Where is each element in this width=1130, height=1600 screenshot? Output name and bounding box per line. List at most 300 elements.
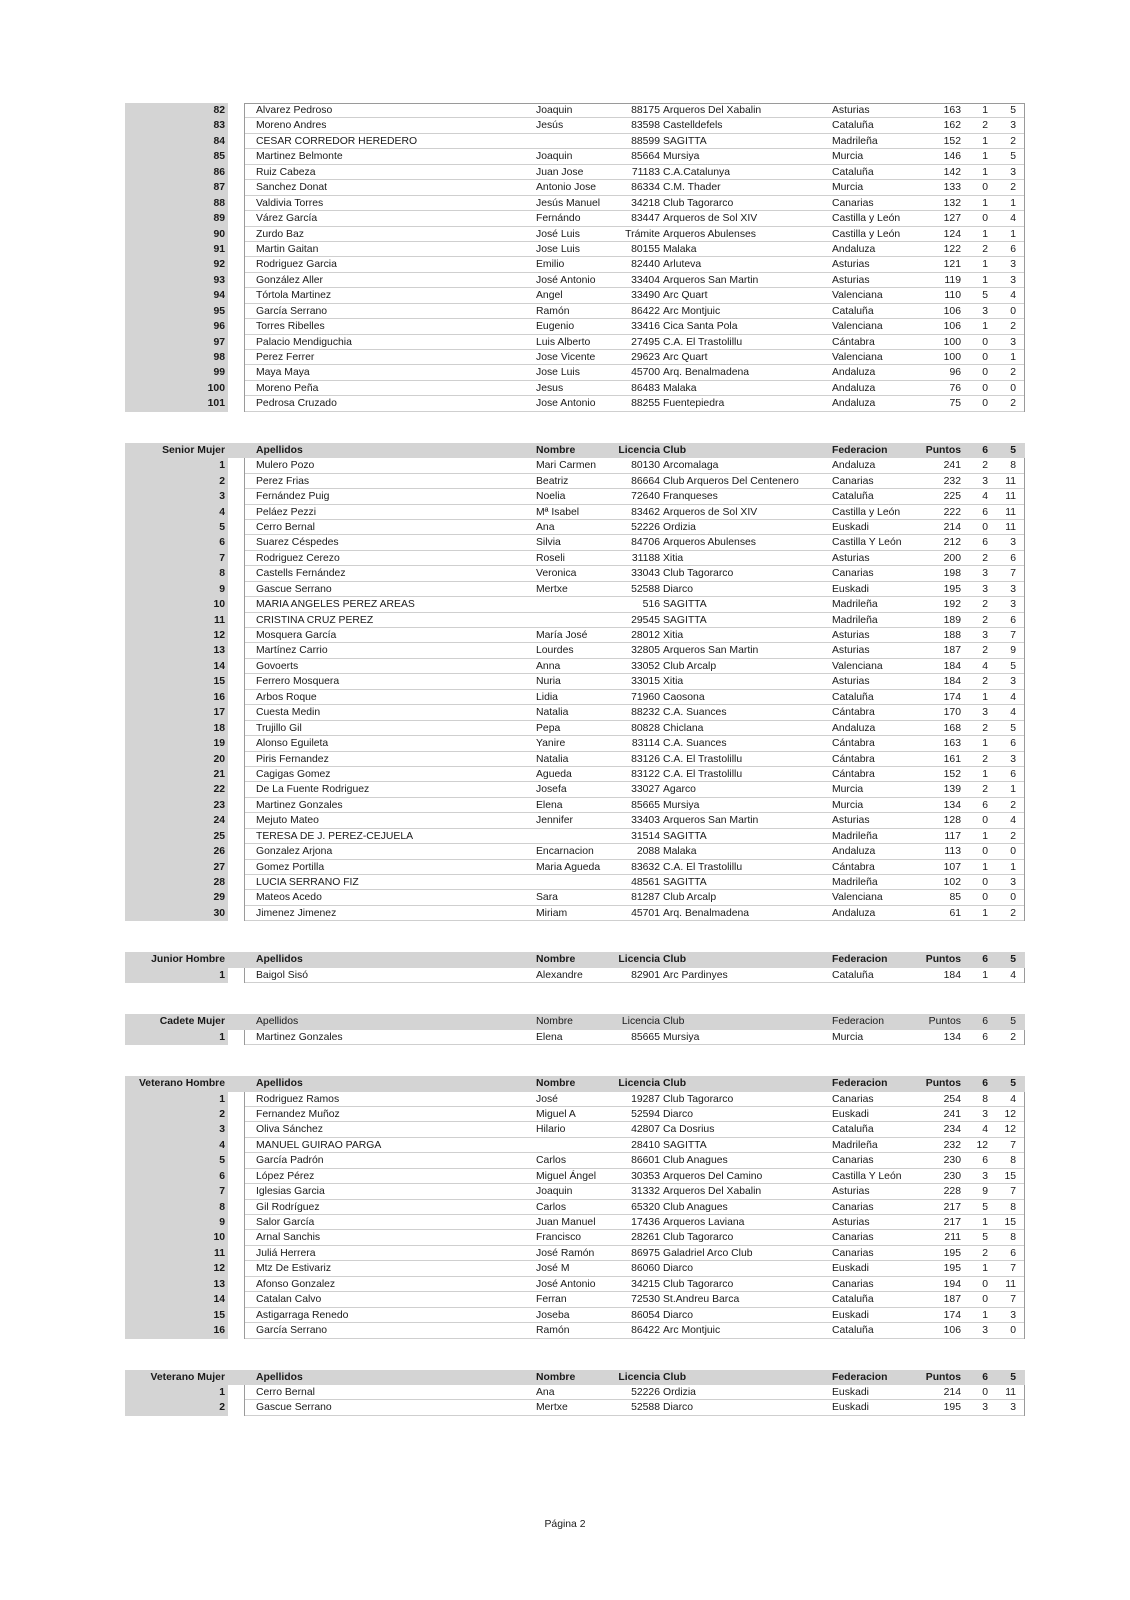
surname-cell: Rodriguez Ramos bbox=[256, 1093, 340, 1105]
surname-header: Apellidos bbox=[256, 1078, 303, 1090]
federation-cell: Euskadi bbox=[832, 1263, 869, 1275]
name-cell: Jose Luis bbox=[536, 243, 580, 255]
section-header-row bbox=[125, 952, 1025, 967]
points-cell: 232 bbox=[943, 1139, 961, 1151]
rank-cell: 3 bbox=[125, 1122, 228, 1137]
surname-cell: Iglesias Garcia bbox=[256, 1186, 325, 1198]
rank-cell: 84 bbox=[125, 134, 228, 149]
rank-cell: 30 bbox=[125, 906, 228, 921]
rank-cell: 3 bbox=[125, 489, 228, 504]
points-cell: 170 bbox=[943, 707, 961, 719]
rank-cell: 2 bbox=[125, 1400, 228, 1415]
points-cell: 106 bbox=[943, 305, 961, 317]
surname-cell: Cerro Bernal bbox=[256, 1386, 315, 1398]
name-cell: Jose Antonio bbox=[536, 398, 596, 410]
federation-cell: Asturias bbox=[832, 815, 870, 827]
sixes-cell: 2 bbox=[982, 676, 988, 688]
fives-cell: 3 bbox=[1010, 259, 1016, 271]
license-cell: 80130 bbox=[631, 460, 660, 472]
sixes-cell: 12 bbox=[976, 1139, 988, 1151]
club-cell: SAGITTA bbox=[663, 135, 707, 147]
points-cell: 184 bbox=[943, 969, 961, 981]
surname-cell: Zurdo Baz bbox=[256, 228, 304, 240]
fives-cell: 0 bbox=[1010, 1325, 1016, 1337]
club-cell: C.A.Catalunya bbox=[663, 166, 730, 178]
table-row bbox=[125, 1261, 1025, 1276]
license-header: Licencia bbox=[618, 954, 660, 966]
points-cell: 163 bbox=[943, 105, 961, 116]
club-cell: Arluteva bbox=[663, 259, 702, 271]
points-cell: 189 bbox=[943, 614, 961, 626]
sixes-cell: 3 bbox=[982, 1402, 988, 1414]
surname-cell: Cuesta Medin bbox=[256, 707, 321, 719]
table-row bbox=[125, 242, 1025, 257]
name-cell: Elena bbox=[536, 799, 563, 811]
points-cell: 122 bbox=[943, 243, 961, 255]
name-header: Nombre bbox=[536, 1016, 573, 1028]
sixes-cell: 3 bbox=[982, 1325, 988, 1337]
table-row bbox=[125, 721, 1025, 736]
rank-cell: 1 bbox=[125, 458, 228, 473]
fives-header: 5 bbox=[1010, 954, 1016, 966]
rank-cell: 85 bbox=[125, 149, 228, 164]
sixes-cell: 5 bbox=[982, 1232, 988, 1244]
name-cell: Fernándo bbox=[536, 213, 581, 225]
club-header: Club bbox=[663, 1078, 687, 1090]
rank-cell: 8 bbox=[125, 1200, 228, 1215]
table-row bbox=[125, 288, 1025, 303]
surname-cell: De La Fuente Rodriguez bbox=[256, 784, 370, 796]
points-cell: 241 bbox=[943, 460, 961, 472]
rank-cell: 5 bbox=[125, 1153, 228, 1168]
sixes-cell: 2 bbox=[982, 120, 988, 132]
points-cell: 163 bbox=[943, 738, 961, 750]
rank-cell: 23 bbox=[125, 798, 228, 813]
rank-cell: 5 bbox=[125, 520, 228, 535]
points-cell: 230 bbox=[943, 1155, 961, 1167]
club-cell: C.A. El Trastolillu bbox=[663, 753, 743, 765]
name-cell: Maria Agueda bbox=[536, 861, 601, 873]
federation-cell: Cataluña bbox=[832, 691, 874, 703]
sixes-cell: 3 bbox=[982, 305, 988, 317]
points-cell: 124 bbox=[943, 228, 961, 240]
name-cell: Jesús Manuel bbox=[536, 197, 601, 209]
ranking-section bbox=[125, 1076, 1025, 1338]
federation-cell: Asturias bbox=[832, 1217, 870, 1228]
license-cell: 48561 bbox=[631, 877, 660, 888]
points-cell: 222 bbox=[943, 506, 961, 518]
surname-cell: CESAR CORREDOR HEREDERO bbox=[256, 135, 418, 147]
rank-cell: 16 bbox=[125, 1323, 228, 1338]
surname-cell: Martinez Gonzales bbox=[256, 1031, 343, 1043]
points-cell: 152 bbox=[943, 768, 961, 780]
points-cell: 128 bbox=[943, 815, 961, 827]
points-cell: 217 bbox=[943, 1201, 961, 1213]
license-cell: 52226 bbox=[631, 1386, 660, 1398]
sixes-cell: 3 bbox=[982, 475, 988, 487]
surname-cell: Jimenez Jimenez bbox=[256, 907, 337, 919]
fives-cell: 8 bbox=[1010, 1201, 1016, 1213]
surname-header: Apellidos bbox=[256, 954, 303, 966]
table-row bbox=[125, 1092, 1025, 1107]
sixes-cell: 4 bbox=[982, 660, 988, 672]
surname-cell: Moreno Andres bbox=[256, 120, 327, 132]
fives-cell: 6 bbox=[1010, 614, 1016, 626]
fives-cell: 3 bbox=[1010, 1402, 1016, 1414]
surname-cell: García Serrano bbox=[256, 1325, 328, 1337]
federation-cell: Cataluña bbox=[832, 1124, 874, 1136]
surname-cell: Torres Ribelles bbox=[256, 321, 325, 333]
club-cell: Club Tagorarco bbox=[663, 197, 734, 209]
sixes-cell: 0 bbox=[982, 1278, 988, 1290]
name-cell: Natalia bbox=[536, 707, 569, 719]
club-cell: Arqueros Laviana bbox=[663, 1217, 745, 1228]
rank-cell: 15 bbox=[125, 1308, 228, 1323]
rank-cell: 99 bbox=[125, 365, 228, 380]
points-cell: 107 bbox=[943, 861, 961, 873]
federation-cell: Castilla y León bbox=[832, 213, 901, 225]
table-row bbox=[125, 844, 1025, 859]
license-cell: 83126 bbox=[631, 753, 660, 765]
name-header: Nombre bbox=[536, 1371, 576, 1383]
sixes-cell: 2 bbox=[982, 552, 988, 564]
points-cell: 85 bbox=[949, 892, 961, 904]
table-row bbox=[125, 505, 1025, 520]
points-cell: 174 bbox=[943, 691, 961, 703]
points-cell: 142 bbox=[943, 166, 961, 178]
club-cell: Arqueros San Martin bbox=[663, 645, 759, 657]
license-cell: 86975 bbox=[631, 1247, 660, 1259]
points-cell: 254 bbox=[943, 1093, 961, 1105]
rank-cell: 1 bbox=[125, 968, 228, 983]
club-cell: Ordizia bbox=[663, 1386, 696, 1398]
fives-cell: 9 bbox=[1010, 645, 1016, 657]
rank-cell: 10 bbox=[125, 597, 228, 612]
points-cell: 192 bbox=[943, 599, 961, 611]
section-header-row bbox=[125, 1370, 1025, 1385]
table-row bbox=[125, 566, 1025, 581]
club-cell: C.A. Suances bbox=[663, 738, 727, 750]
club-cell: Club Tagorarco bbox=[663, 568, 734, 580]
federation-cell: Euskadi bbox=[832, 1402, 869, 1414]
sixes-cell: 5 bbox=[982, 290, 988, 302]
table-row bbox=[125, 273, 1025, 288]
federation-cell: Cántabra bbox=[832, 768, 875, 780]
surname-cell: Cerro Bernal bbox=[256, 521, 315, 533]
fives-cell: 3 bbox=[1010, 583, 1016, 595]
points-cell: 110 bbox=[944, 290, 961, 302]
sixes-cell: 3 bbox=[982, 707, 988, 719]
club-cell: Club Anagues bbox=[663, 1201, 728, 1213]
license-cell: 86422 bbox=[631, 305, 660, 317]
fives-cell: 0 bbox=[1010, 846, 1016, 858]
federation-cell: Canarias bbox=[832, 1232, 874, 1244]
federation-cell: Asturias bbox=[832, 630, 870, 641]
federation-cell: Cataluña bbox=[832, 305, 874, 317]
points-cell: 187 bbox=[943, 1294, 961, 1306]
name-cell: Ferran bbox=[536, 1294, 567, 1306]
ranking-section bbox=[125, 952, 1025, 983]
license-header: Licencia bbox=[618, 1371, 660, 1383]
club-cell: Galadriel Arco Club bbox=[663, 1247, 753, 1259]
sixes-cell: 1 bbox=[982, 1263, 988, 1275]
table-row bbox=[125, 1138, 1025, 1153]
fives-cell: 6 bbox=[1010, 768, 1016, 780]
federation-cell: Cataluña bbox=[832, 166, 874, 178]
surname-cell: Rodriguez Cerezo bbox=[256, 552, 340, 564]
license-cell: 82901 bbox=[631, 969, 660, 981]
rank-cell: 29 bbox=[125, 890, 228, 905]
table-row bbox=[125, 304, 1025, 319]
federation-cell: Euskadi bbox=[832, 1108, 869, 1120]
table-row bbox=[125, 1230, 1025, 1245]
rank-cell: 11 bbox=[125, 613, 228, 628]
table-row bbox=[125, 736, 1025, 751]
fives-cell: 3 bbox=[1010, 166, 1016, 178]
name-cell: Joaquin bbox=[536, 151, 573, 163]
fives-cell: 11 bbox=[1005, 1278, 1016, 1290]
table-row bbox=[125, 1153, 1025, 1168]
rank-cell: 96 bbox=[125, 319, 228, 334]
name-header: Nombre bbox=[536, 1078, 576, 1090]
club-cell: SAGITTA bbox=[663, 830, 707, 842]
fives-cell: 5 bbox=[1010, 105, 1016, 116]
license-cell: 85665 bbox=[631, 1031, 660, 1043]
category-header: Veterano Mujer bbox=[150, 1371, 225, 1383]
surname-cell: Cagigas Gomez bbox=[256, 768, 331, 780]
table-row bbox=[125, 535, 1025, 550]
license-cell: 86054 bbox=[631, 1309, 660, 1321]
rank-cell: 17 bbox=[125, 705, 228, 720]
name-cell: Pepa bbox=[536, 722, 561, 734]
surname-cell: Maya Maya bbox=[256, 367, 310, 379]
license-cell: 85665 bbox=[631, 799, 660, 811]
fives-cell: 4 bbox=[1010, 969, 1016, 981]
sixes-cell: 1 bbox=[982, 738, 988, 750]
sixes-cell: 2 bbox=[982, 784, 988, 796]
surname-cell: Astigarraga Renedo bbox=[256, 1309, 349, 1321]
sixes-cell: 5 bbox=[982, 1201, 988, 1213]
table-row bbox=[125, 350, 1025, 365]
sixes-cell: 1 bbox=[982, 197, 988, 209]
sixes-cell: 1 bbox=[982, 166, 988, 178]
license-cell: 34218 bbox=[631, 197, 660, 209]
club-cell: Castelldefels bbox=[663, 120, 723, 132]
license-cell: 33043 bbox=[631, 568, 660, 580]
club-cell: Xitia bbox=[663, 676, 684, 688]
table-row bbox=[125, 829, 1025, 844]
license-cell: 19287 bbox=[631, 1093, 660, 1105]
surname-cell: Alvarez Pedroso bbox=[256, 105, 333, 116]
club-cell: Mursiya bbox=[663, 1031, 700, 1043]
license-cell: 86664 bbox=[631, 475, 660, 487]
name-cell: Veronica bbox=[536, 568, 577, 580]
rank-cell: 7 bbox=[125, 551, 228, 566]
table-row bbox=[125, 474, 1025, 489]
federation-cell: Valenciana bbox=[832, 892, 883, 904]
club-cell: Malaka bbox=[663, 846, 697, 858]
fives-cell: 0 bbox=[1010, 305, 1016, 317]
federation-cell: Canarias bbox=[832, 1278, 874, 1290]
federation-cell: Andaluza bbox=[832, 907, 876, 919]
rank-cell: 21 bbox=[125, 767, 228, 782]
sixes-cell: 0 bbox=[982, 846, 988, 858]
surname-cell: Arbos Roque bbox=[256, 691, 317, 703]
sixes-cell: 1 bbox=[982, 969, 988, 981]
surname-cell: Mosquera García bbox=[256, 630, 337, 641]
fives-header: 5 bbox=[1010, 444, 1016, 456]
fives-cell: 1 bbox=[1010, 352, 1016, 363]
club-cell: Agarco bbox=[663, 784, 696, 796]
rank-cell: 83 bbox=[125, 118, 228, 133]
federation-cell: Madrileña bbox=[832, 877, 878, 888]
name-cell: Anna bbox=[536, 660, 561, 672]
fives-cell: 3 bbox=[1010, 753, 1016, 765]
federation-header: Federacion bbox=[832, 954, 888, 966]
fives-header: 5 bbox=[1010, 1371, 1016, 1383]
points-cell: 75 bbox=[949, 398, 961, 410]
club-cell: Club Tagorarco bbox=[663, 1278, 734, 1290]
license-cell: 33052 bbox=[631, 660, 660, 672]
club-cell: C.A. Suances bbox=[663, 707, 727, 719]
sixes-cell: 1 bbox=[982, 228, 988, 240]
rank-cell: 25 bbox=[125, 829, 228, 844]
sixes-cell: 4 bbox=[982, 1124, 988, 1136]
rank-cell: 14 bbox=[125, 1292, 228, 1307]
sixes-cell: 3 bbox=[982, 583, 988, 595]
fives-cell: 15 bbox=[1004, 1170, 1016, 1182]
surname-cell: Arnal Sanchis bbox=[256, 1232, 321, 1244]
club-cell: Club Tagorarco bbox=[663, 1232, 734, 1244]
club-header: Club bbox=[663, 1371, 687, 1383]
fives-cell: 5 bbox=[1010, 722, 1016, 734]
table-row bbox=[125, 489, 1025, 504]
license-cell: 72640 bbox=[631, 491, 660, 503]
license-cell: 52226 bbox=[631, 521, 660, 533]
name-cell: Ramón bbox=[536, 1325, 570, 1337]
license-cell: 34215 bbox=[631, 1278, 660, 1290]
surname-header: Apellidos bbox=[256, 1016, 299, 1028]
name-cell: Alexandre bbox=[536, 969, 583, 981]
table-row bbox=[125, 118, 1025, 133]
surname-cell: Gascue Serrano bbox=[256, 583, 332, 595]
table-row bbox=[125, 257, 1025, 272]
federation-cell: Asturias bbox=[832, 274, 870, 286]
federation-cell: Canarias bbox=[832, 1201, 874, 1213]
rank-cell: 86 bbox=[125, 165, 228, 180]
club-cell: C.A. El Trastolillu bbox=[663, 336, 743, 348]
fives-cell: 3 bbox=[1010, 120, 1016, 132]
federation-cell: Murcia bbox=[832, 1031, 864, 1043]
sixes-cell: 1 bbox=[982, 105, 988, 116]
sixes-cell: 0 bbox=[982, 367, 988, 379]
table-row bbox=[125, 1400, 1025, 1415]
fives-cell: 6 bbox=[1010, 552, 1016, 564]
surname-cell: López Pérez bbox=[256, 1170, 315, 1182]
name-cell: Hilario bbox=[536, 1124, 566, 1136]
name-cell: Roseli bbox=[536, 552, 565, 564]
fives-cell: 3 bbox=[1010, 877, 1016, 888]
fives-cell: 0 bbox=[1010, 382, 1016, 394]
license-cell: 29545 bbox=[631, 614, 660, 626]
license-cell: 31332 bbox=[631, 1186, 660, 1198]
surname-cell: Fernandez Muñoz bbox=[256, 1108, 340, 1120]
surname-cell: Castells Fernández bbox=[256, 568, 346, 580]
federation-cell: Valenciana bbox=[832, 290, 883, 302]
points-cell: 139 bbox=[943, 784, 961, 796]
license-cell: 33027 bbox=[631, 784, 660, 796]
surname-cell: González Aller bbox=[256, 274, 323, 286]
table-row bbox=[125, 180, 1025, 195]
section-header-row bbox=[125, 443, 1025, 458]
table-row bbox=[125, 365, 1025, 380]
surname-cell: Fernández Puig bbox=[256, 491, 330, 503]
rank-cell: 16 bbox=[125, 690, 228, 705]
license-cell: 27495 bbox=[631, 336, 660, 348]
license-cell: 30353 bbox=[631, 1170, 660, 1182]
fives-cell: 1 bbox=[1010, 197, 1016, 209]
federation-cell: Castilla Y León bbox=[832, 1170, 902, 1182]
name-cell: Lourdes bbox=[536, 645, 574, 657]
name-cell: Mari Carmen bbox=[536, 460, 597, 472]
surname-cell: Mulero Pozo bbox=[256, 460, 315, 472]
club-cell: Arcomalaga bbox=[663, 460, 719, 472]
table-row bbox=[125, 752, 1025, 767]
table-row bbox=[125, 628, 1025, 643]
fives-cell: 3 bbox=[1010, 274, 1016, 286]
ranking-section bbox=[125, 1014, 1025, 1045]
license-cell: 45700 bbox=[631, 367, 660, 379]
club-cell: Arc Pardinyes bbox=[663, 969, 728, 981]
table-row bbox=[125, 674, 1025, 689]
fives-cell: 4 bbox=[1010, 213, 1016, 225]
club-cell: St.Andreu Barca bbox=[663, 1294, 740, 1306]
license-cell: 86334 bbox=[631, 182, 660, 194]
sixes-cell: 0 bbox=[982, 1294, 988, 1306]
federation-cell: Murcia bbox=[832, 151, 864, 163]
rank-cell: 87 bbox=[125, 180, 228, 195]
sixes-cell: 2 bbox=[982, 753, 988, 765]
sixes-cell: 1 bbox=[982, 830, 988, 842]
fives-cell: 2 bbox=[1010, 799, 1016, 811]
points-cell: 127 bbox=[943, 213, 961, 225]
sixes-cell: 1 bbox=[982, 151, 988, 163]
federation-header: Federacion bbox=[832, 1078, 888, 1090]
points-cell: 134 bbox=[943, 1031, 961, 1043]
federation-cell: Asturias bbox=[832, 676, 870, 688]
rank-cell: 24 bbox=[125, 813, 228, 828]
rank-cell: 2 bbox=[125, 1107, 228, 1122]
fives-cell: 7 bbox=[1010, 1263, 1016, 1275]
points-cell: 132 bbox=[943, 197, 961, 209]
fives-cell: 4 bbox=[1010, 290, 1016, 302]
points-cell: 152 bbox=[943, 135, 961, 147]
surname-cell: García Serrano bbox=[256, 305, 328, 317]
name-cell: Jesús bbox=[536, 120, 564, 132]
table-row bbox=[125, 613, 1025, 628]
points-cell: 228 bbox=[943, 1186, 961, 1198]
club-cell: Arqueros Del Xabalin bbox=[663, 1186, 762, 1198]
fives-header: 5 bbox=[1010, 1078, 1016, 1090]
federation-cell: Murcia bbox=[832, 784, 864, 796]
surname-cell: Govoerts bbox=[256, 660, 299, 672]
sixes-cell: 4 bbox=[982, 491, 988, 503]
club-cell: Chiclana bbox=[663, 722, 704, 734]
license-cell: 33015 bbox=[631, 676, 660, 688]
license-cell: 71960 bbox=[631, 691, 660, 703]
federation-cell: Andaluza bbox=[832, 460, 876, 472]
table-row bbox=[125, 319, 1025, 334]
